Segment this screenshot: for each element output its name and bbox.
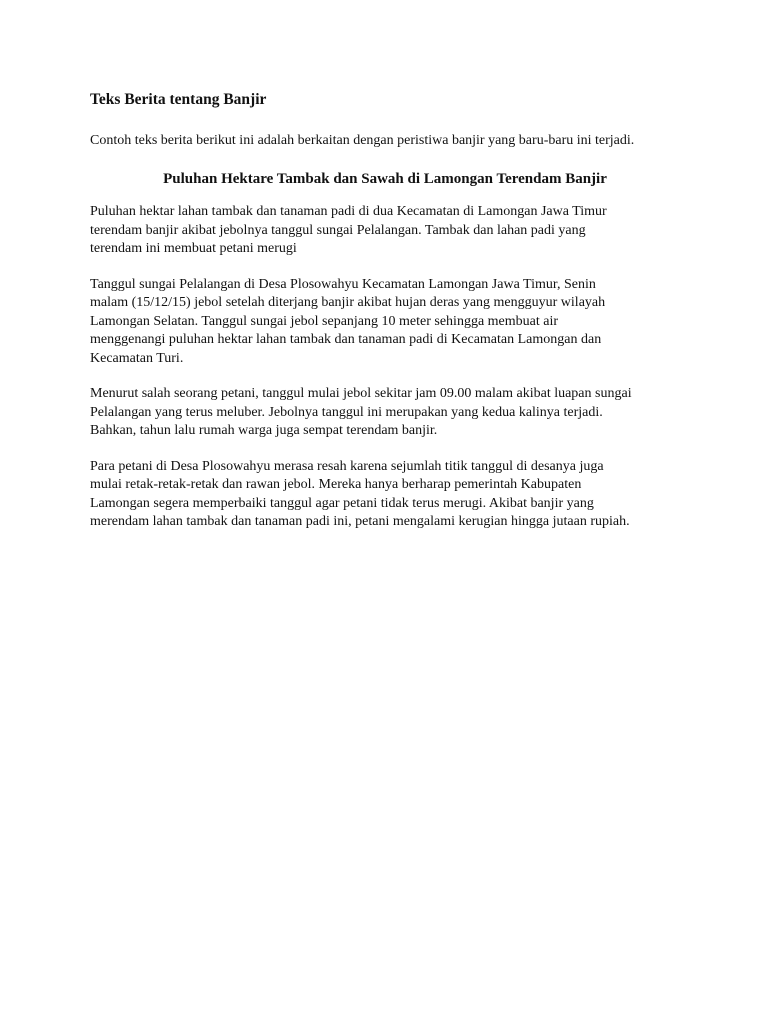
paragraph-line: Para petani di Desa Plosowahyu merasa resah karena sejumlah titik tanggul di desanya juga: [90, 458, 604, 474]
paragraph-line: menggenangi puluhan hektar lahan tambak dan tanaman padi di Kecamatan Lamongan dan: [90, 332, 602, 347]
document-title: Teks Berita tentang Banjir: [90, 91, 267, 108]
paragraph-line: terendam ini membuat petani merugi: [90, 241, 297, 256]
paragraph-line: Lamongan Selatan. Tanggul sungai jebol sepanjang 10 meter sehingga membuat air: [90, 313, 559, 329]
body-paragraph: [90, 276, 680, 369]
body-paragraph: [90, 203, 680, 259]
paragraph-line: Pelalangan yang terus meluber. Jebolnya tanggul ini merupakan yang kedua kalinya terjadi.: [90, 404, 603, 420]
paragraph-line: Puluhan hektar lahan tambak dan tanaman padi di dua Kecamatan di Lamongan Jawa Timur: [90, 204, 607, 219]
paragraph-line: Lamongan segera memperbaiki tanggul agar petani tidak terus merugi. Akibat banjir yang: [90, 495, 594, 511]
paragraph-line: merendam lahan tambak dan tanaman padi ini, petani mengalami kerugian hingga jutaan rupiah.: [90, 514, 630, 529]
paragraph-line: Menurut salah seorang petani, tanggul mulai jebol sekitar jam 09.00 malam akibat luapan sungai: [90, 386, 632, 401]
intro-paragraph: Contoh teks berita berikut ini adalah berkaitan dengan peristiwa banjir yang baru-baru ini terjadi.: [90, 133, 635, 148]
paragraph-line: mulai retak-retak-retak dan rawan jebol. Mereka hanya berharap pemerintah Kabupaten: [90, 477, 582, 492]
body-paragraph: [90, 385, 680, 441]
article-headline: Puluhan Hektare Tambak dan Sawah di Lamongan Terendam Banjir: [163, 171, 607, 187]
body-paragraph: [90, 458, 680, 532]
paragraph-line: Tanggul sungai Pelalangan di Desa Plosowahyu Kecamatan Lamongan Jawa Timur, Senin: [90, 276, 596, 292]
paragraph-line: terendam banjir akibat jebolnya tanggul sungai Pelalangan. Tambak dan lahan padi yang: [90, 222, 586, 238]
paragraph-line: Kecamatan Turi.: [90, 350, 184, 366]
paragraph-line: malam (15/12/15) jebol setelah diterjang banjir akibat hujan deras yang mengguyur wilayah: [90, 295, 606, 310]
paragraph-line: Bahkan, tahun lalu rumah warga juga sempat terendam banjir.: [90, 423, 438, 438]
